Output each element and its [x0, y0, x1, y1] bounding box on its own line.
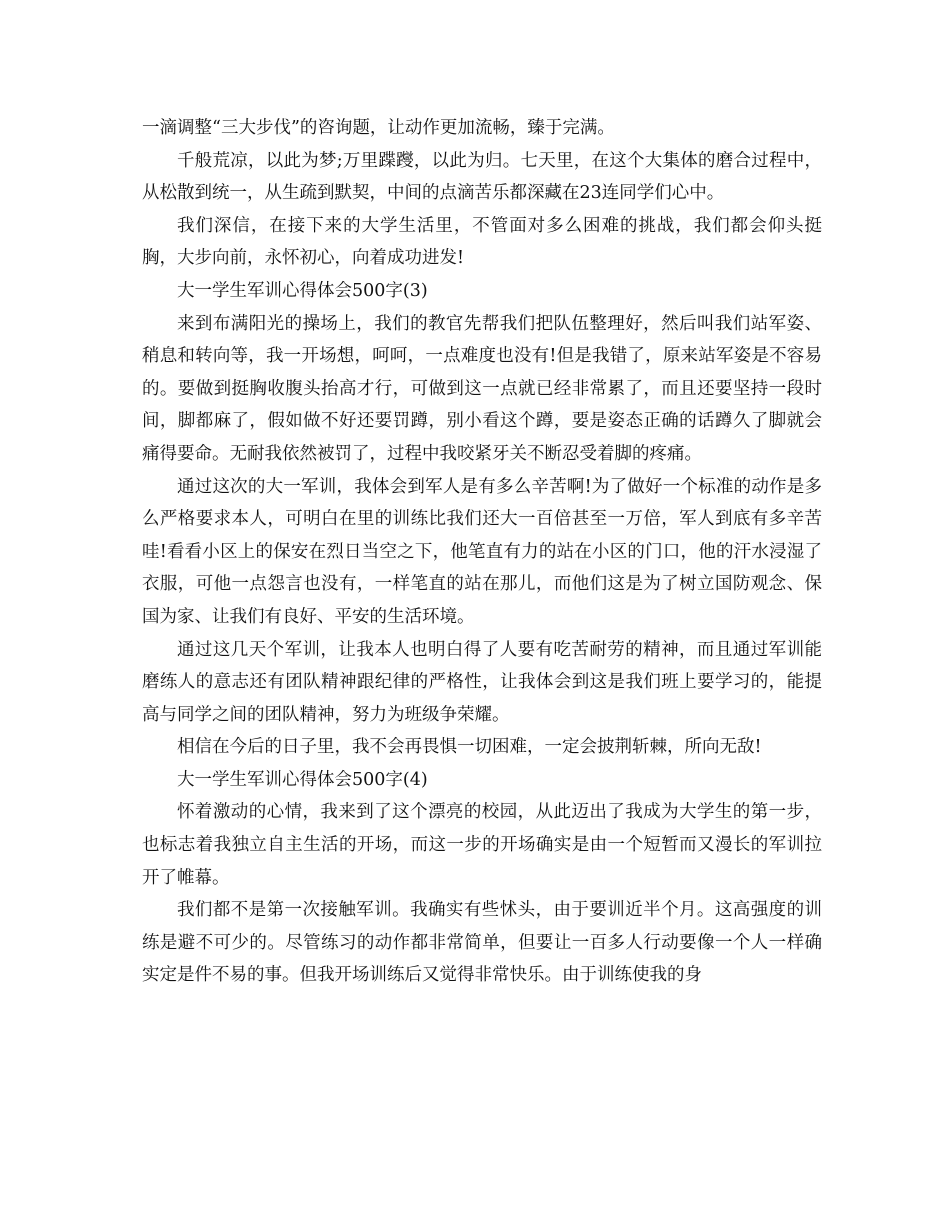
paragraph: 相信在今后的日子里，我不会再畏惧一切困难，一定会披荆斩棘，所向无敌!: [177, 737, 762, 758]
paragraph: 通过这次的大一军训，我体会到军人是有多么辛苦啊!为了做好一个标准的动作是多么严格要求本人，可明白在里的训练比我们还大一百倍甚至一万倍，军人到底有多辛苦哇!看看小区上的保安在烈日当空之下，他笔直有力的站在小区的门口，他的汗水浸湿了衣服，可他一点怨言也没有，一样笔直的站在那儿，而他们这是为了树立国防观念、保国为家、让我们有良好、平安的生活环境。: [142, 476, 822, 627]
paragraph: 怀着激动的心情，我来到了这个漂亮的校园，从此迈出了我成为大学生的第一步，也标志着我独立自主生活的开场，而这一步的开场确实是由一个短暂而又漫长的军训拉开了帷幕。: [142, 802, 822, 888]
section-heading: 大一学生军训心得体会500字(3): [177, 280, 428, 301]
paragraph: 通过这几天个军训，让我本人也明白得了人要有吃苦耐劳的精神，而且通过军训能磨练人的意志还有团队精神跟纪律的严格性，让我体会到这是我们班上要学习的，能提高与同学之间的团队精神，努力为班级争荣耀。: [142, 639, 822, 725]
paragraph: 我们深信，在接下来的大学生活里，不管面对多么困难的挑战，我们都会仰头挺胸，大步向前，永怀初心，向着成功进发!: [142, 215, 822, 269]
continuation-paragraph: 一滴调整“三大步伐”的咨询题，让动作更加流畅，臻于完满。: [142, 118, 615, 138]
section-heading: 大一学生军训心得体会500字(4): [177, 769, 428, 790]
paragraph: 我们都不是第一次接触军训。我确实有些怵头，由于要训近半个月。这高强度的训练是避不可少的。尽管练习的动作都非常简单，但要让一百多人行动要像一个人一样确实定是件不易的事。但我开场训练后又觉得非常快乐。由于训练使我的身: [142, 900, 822, 986]
paragraph: 来到布满阳光的操场上，我们的教官先帮我们把队伍整理好，然后叫我们站军姿、稍息和转向等，我一开场想，呵呵，一点难度也没有!但是我错了，原来站军姿是不容易的。要做到挺胸收腹头抬高才行，可做到这一点就已经非常累了，而且还要坚持一段时间，脚都麻了，假如做不好还要罚蹲，别小看这个蹲，要是姿态正确的话蹲久了脚就会痛得要命。无耐我依然被罚了，过程中我咬紧牙关不断忍受着脚的疼痛。: [142, 313, 822, 464]
paragraph: 千般荒凉，以此为梦;万里蹀躞，以此为归。七天里，在这个大集体的磨合过程中，从松散到统一，从生疏到默契，中间的点滴苦乐都深藏在23连同学们心中。: [142, 150, 822, 204]
document-page: [142, 112, 822, 992]
